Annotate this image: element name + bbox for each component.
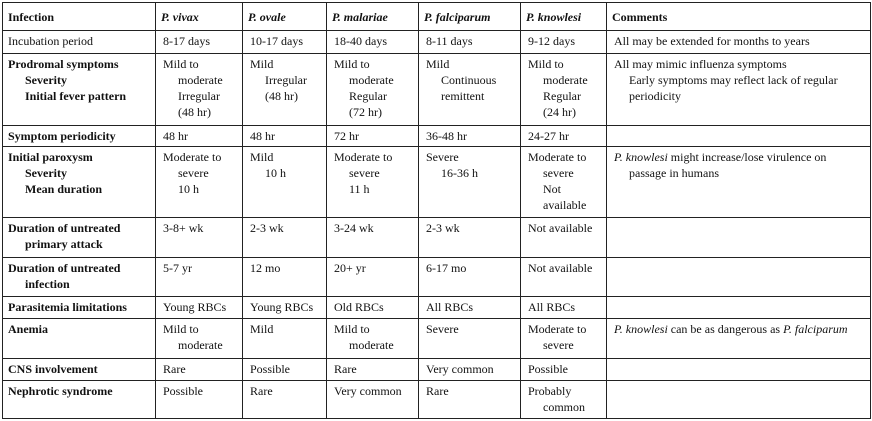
row-label [3, 31, 156, 54]
row-label [3, 297, 156, 319]
cell-text-line [614, 321, 870, 337]
cell-text-line: 3-8+ wk [163, 221, 204, 235]
cell-text-line: Possible [250, 362, 291, 376]
cell-text-line: severe [543, 166, 574, 180]
cell-text-line: 18-40 days [334, 34, 387, 48]
column-header-p-malariae: P. malariae [327, 3, 419, 31]
comments-cell [607, 297, 871, 319]
cell-text-line: (48 hr) [265, 89, 298, 103]
comments-cell [607, 319, 871, 359]
row-label [3, 359, 156, 381]
table-row-prodromal-symptoms-severity-initial-fever-pattern [3, 54, 871, 126]
cell-text-line: moderate [178, 73, 223, 87]
cell-text-line: Young RBCs [163, 300, 227, 314]
cell-text-line: 72 hr [334, 129, 359, 143]
value-cell-p-ovale [243, 297, 327, 319]
cell-text-line: Not available [528, 261, 593, 275]
comments-cell [607, 359, 871, 381]
value-cell-p-falciparum [419, 359, 521, 381]
cell-text-line: All may be extended for months to years [614, 34, 810, 48]
cell-text-line: 11 h [349, 182, 370, 196]
cell-text-line: periodicity [629, 89, 681, 103]
cell-text-line: Rare [426, 384, 449, 398]
value-cell-p-vivax [156, 218, 243, 258]
column-header-p-falciparum: P. falciparum [419, 3, 521, 31]
cell-text-line: (24 hr) [543, 105, 576, 119]
header-row [3, 3, 871, 31]
cell-text-line: available [543, 198, 587, 212]
comment-text: can be as dangerous as [667, 322, 784, 336]
cell-text-line: Anemia [8, 322, 48, 336]
cell-text-line: moderate [349, 73, 394, 87]
cell-text-line: 48 hr [163, 129, 188, 143]
comments-cell [607, 258, 871, 297]
cell-text-line: Incubation period [8, 34, 93, 48]
value-cell-p-ovale [243, 258, 327, 297]
cell-text-line: 48 hr [250, 129, 275, 143]
cell-text-line: Early symptoms may reflect lack of regular [629, 73, 838, 87]
cell-text-line: Mild to [163, 322, 199, 336]
cell-text-line: Mild [426, 57, 450, 71]
value-cell-p-malariae [327, 258, 419, 297]
species-name: P. knowlesi [614, 322, 668, 336]
table-row-nephrotic-syndrome [3, 381, 871, 419]
value-cell-p-falciparum [419, 31, 521, 54]
cell-text-line: (72 hr) [349, 105, 382, 119]
cell-text-line: Continuous [441, 73, 497, 87]
cell-text-line: Possible [528, 362, 569, 376]
cell-text-line: Very common [426, 362, 494, 376]
cell-text-line: Rare [250, 384, 273, 398]
value-cell-p-falciparum [419, 258, 521, 297]
comments-cell [607, 126, 871, 147]
cell-text-line: 10-17 days [250, 34, 303, 48]
value-cell-p-ovale [243, 381, 327, 419]
cell-text-line: Severity [25, 73, 67, 87]
value-cell-p-knowlesi [521, 54, 607, 126]
value-cell-p-malariae [327, 381, 419, 419]
value-cell-p-malariae [327, 218, 419, 258]
cell-text-line: 20+ yr [334, 261, 366, 275]
cell-text-line: Regular [543, 89, 581, 103]
value-cell-p-knowlesi [521, 126, 607, 147]
value-cell-p-vivax [156, 54, 243, 126]
cell-text-line: Mild to [528, 57, 564, 71]
cell-text-line: Moderate to [334, 150, 393, 164]
value-cell-p-falciparum [419, 147, 521, 218]
value-cell-p-vivax [156, 31, 243, 54]
value-cell-p-ovale [243, 54, 327, 126]
cell-text-line: Young RBCs [250, 300, 314, 314]
cell-text-line: 24-27 hr [528, 129, 569, 143]
table-row-duration-of-untreated-infection [3, 258, 871, 297]
cell-text-line: Irregular [178, 89, 220, 103]
cell-text-line: 10 h [265, 166, 286, 180]
value-cell-p-vivax [156, 319, 243, 359]
value-cell-p-falciparum [419, 218, 521, 258]
value-cell-p-ovale [243, 359, 327, 381]
comments-cell [607, 31, 871, 54]
cell-text-line: Initial paroxysm [8, 150, 93, 164]
value-cell-p-ovale [243, 147, 327, 218]
cell-text-line: All RBCs [528, 300, 576, 314]
value-cell-p-vivax [156, 147, 243, 218]
value-cell-p-vivax [156, 297, 243, 319]
cell-text-line [614, 149, 870, 165]
cell-text-line: Very common [334, 384, 402, 398]
cell-text-line: Mean duration [25, 182, 103, 196]
table-row-parasitemia-limitations [3, 297, 871, 319]
cell-text-line: Old RBCs [334, 300, 384, 314]
row-label [3, 218, 156, 258]
comments-cell [607, 147, 871, 218]
table-row-cns-involvement [3, 359, 871, 381]
cell-text-line: All may mimic influenza symptoms [614, 57, 787, 71]
value-cell-p-ovale [243, 31, 327, 54]
cell-text-line: 16-36 h [441, 166, 478, 180]
cell-text-line: moderate [349, 338, 394, 352]
table-row-duration-of-untreated-primary-attack [3, 218, 871, 258]
cell-text-line: Not available [528, 221, 593, 235]
value-cell-p-vivax [156, 126, 243, 147]
cell-text-line: Possible [163, 384, 204, 398]
value-cell-p-malariae [327, 147, 419, 218]
value-cell-p-ovale [243, 126, 327, 147]
value-cell-p-malariae [327, 54, 419, 126]
cell-text-line: (48 hr) [178, 105, 211, 119]
table-row-incubation-period [3, 31, 871, 54]
species-name: P. falciparum [783, 322, 848, 336]
cell-text-line: CNS involvement [8, 362, 98, 376]
value-cell-p-knowlesi [521, 31, 607, 54]
value-cell-p-ovale [243, 319, 327, 359]
value-cell-p-knowlesi [521, 147, 607, 218]
row-label [3, 126, 156, 147]
comments-cell [607, 381, 871, 419]
column-header-comments: Comments [607, 3, 871, 31]
table-body [3, 31, 871, 419]
cell-text-line: Rare [163, 362, 186, 376]
value-cell-p-knowlesi [521, 359, 607, 381]
value-cell-p-malariae [327, 319, 419, 359]
infection-comparison-table [2, 2, 871, 419]
value-cell-p-malariae [327, 31, 419, 54]
cell-text-line: severe [349, 166, 380, 180]
cell-text-line: Not [543, 182, 561, 196]
column-header-p-vivax: P. vivax [156, 3, 243, 31]
table-row-symptom-periodicity [3, 126, 871, 147]
cell-text-line: Initial fever pattern [25, 89, 127, 103]
cell-text-line: Severity [25, 166, 67, 180]
value-cell-p-malariae [327, 297, 419, 319]
cell-text-line: Duration of untreated [8, 261, 121, 275]
cell-text-line: Rare [334, 362, 357, 376]
table-row-initial-paroxysm-severity-mean-duration [3, 147, 871, 218]
cell-text-line: All RBCs [426, 300, 474, 314]
column-header-p-knowlesi: P. knowlesi [521, 3, 607, 31]
cell-text-line: infection [25, 277, 70, 291]
cell-text-line: moderate [543, 73, 588, 87]
cell-text-line: 3-24 wk [334, 221, 374, 235]
cell-text-line: Mild [250, 57, 274, 71]
cell-text-line: 9-12 days [528, 34, 575, 48]
value-cell-p-falciparum [419, 381, 521, 419]
value-cell-p-knowlesi [521, 258, 607, 297]
cell-text-line: passage in humans [629, 166, 719, 180]
value-cell-p-falciparum [419, 319, 521, 359]
cell-text-line: remittent [441, 89, 485, 103]
row-label [3, 147, 156, 218]
value-cell-p-knowlesi [521, 319, 607, 359]
value-cell-p-ovale [243, 218, 327, 258]
cell-text-line: 5-7 yr [163, 261, 192, 275]
value-cell-p-vivax [156, 359, 243, 381]
cell-text-line: Symptom periodicity [8, 129, 116, 143]
value-cell-p-knowlesi [521, 218, 607, 258]
cell-text-line: 10 h [178, 182, 199, 196]
row-label [3, 258, 156, 297]
value-cell-p-malariae [327, 359, 419, 381]
cell-text-line: Irregular [265, 73, 307, 87]
table-header [3, 3, 871, 31]
cell-text-line: severe [178, 166, 209, 180]
cell-text-line: Regular [349, 89, 387, 103]
cell-text-line: primary attack [25, 237, 103, 251]
value-cell-p-falciparum [419, 126, 521, 147]
cell-text-line: Mild to [334, 322, 370, 336]
cell-text-line: 12 mo [250, 261, 281, 275]
value-cell-p-vivax [156, 381, 243, 419]
cell-text-line: 2-3 wk [426, 221, 460, 235]
table-row-anemia [3, 319, 871, 359]
cell-text-line: 8-17 days [163, 34, 210, 48]
cell-text-line: 2-3 wk [250, 221, 284, 235]
comments-cell [607, 54, 871, 126]
cell-text-line: Nephrotic syndrome [8, 384, 113, 398]
cell-text-line: Mild to [334, 57, 370, 71]
column-header-p-ovale: P. ovale [243, 3, 327, 31]
cell-text-line: moderate [178, 338, 223, 352]
value-cell-p-vivax [156, 258, 243, 297]
cell-text-line: Prodromal symptoms [8, 57, 119, 71]
value-cell-p-malariae [327, 126, 419, 147]
cell-text-line: 36-48 hr [426, 129, 467, 143]
cell-text-line: Mild [250, 322, 274, 336]
cell-text-line: common [543, 400, 585, 414]
row-label [3, 381, 156, 419]
cell-text-line: Moderate to [163, 150, 222, 164]
value-cell-p-falciparum [419, 54, 521, 126]
row-label [3, 54, 156, 126]
cell-text-line: Parasitemia limitations [8, 300, 127, 314]
cell-text-line: Severe [426, 150, 459, 164]
cell-text-line: 8-11 days [426, 34, 473, 48]
cell-text-line: Duration of untreated [8, 221, 121, 235]
value-cell-p-falciparum [419, 297, 521, 319]
row-label [3, 319, 156, 359]
value-cell-p-knowlesi [521, 297, 607, 319]
cell-text-line: 6-17 mo [426, 261, 467, 275]
cell-text-line: Probably [528, 384, 572, 398]
cell-text-line: Moderate to [528, 150, 587, 164]
species-name: P. knowlesi [614, 150, 668, 164]
cell-text-line: Mild [250, 150, 274, 164]
cell-text-line: Moderate to [528, 322, 587, 336]
value-cell-p-knowlesi [521, 381, 607, 419]
cell-text-line: severe [543, 338, 574, 352]
cell-text-line: Severe [426, 322, 459, 336]
comments-cell [607, 218, 871, 258]
column-header-infection: Infection [3, 3, 156, 31]
comment-text: might increase/lose virulence on [667, 150, 827, 164]
cell-text-line: Mild to [163, 57, 199, 71]
